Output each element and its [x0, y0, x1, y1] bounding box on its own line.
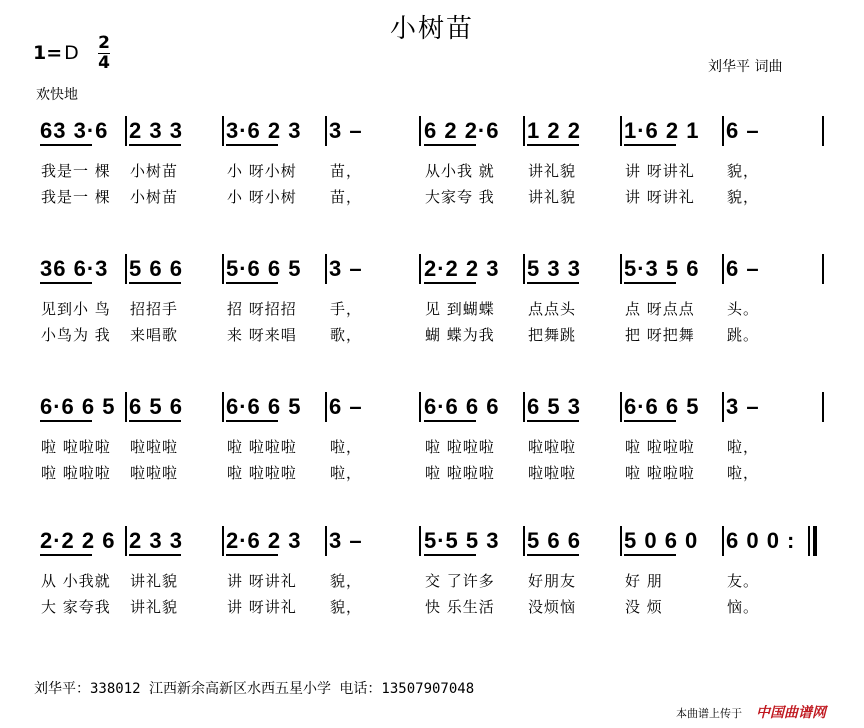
- lyric-verse-1: 见到小 鸟: [41, 300, 111, 318]
- bar-line: [620, 254, 622, 284]
- beam-line: [527, 282, 579, 284]
- site-logo: 中国曲谱网: [756, 705, 826, 721]
- lyric-verse-1: 啦，: [330, 438, 363, 456]
- bar-line: [419, 526, 421, 556]
- measure-notes: 6·6 6 5: [40, 394, 116, 419]
- bar-line: [125, 526, 127, 556]
- lyric-verse-2: 没 烦: [625, 598, 663, 616]
- bar-line: [125, 254, 127, 284]
- lyric-verse-2: 大家夸 我: [425, 188, 495, 206]
- bar-line: [722, 254, 724, 284]
- beam-line: [226, 420, 278, 422]
- lyric-verse-2: 小树苗: [130, 188, 179, 206]
- contact-footer: 刘华平：338012 江西新余高新区水西五星小学 电话：13507907048: [34, 681, 475, 697]
- measure-notes: 6·6 6 6: [424, 394, 500, 419]
- bar-line: [523, 116, 525, 146]
- beam-line: [129, 144, 181, 146]
- key-note: D: [64, 42, 79, 64]
- bar-line: [822, 392, 824, 422]
- bar-line: [125, 116, 127, 146]
- lyric-verse-2: 蝴 蝶为我: [425, 326, 495, 344]
- beam-line: [424, 420, 476, 422]
- beam-line: [129, 554, 181, 556]
- bar-line: [523, 392, 525, 422]
- tempo-marking: 欢快地: [36, 87, 78, 103]
- measure-notes: 3 –: [329, 256, 363, 281]
- lyric-verse-2: 我是一 棵: [41, 188, 111, 206]
- measure-notes: 6 2 2·6: [424, 118, 500, 143]
- bar-line: [419, 392, 421, 422]
- key-signature: [33, 42, 79, 64]
- measure-notes: 6 5 3: [527, 394, 581, 419]
- lyric-verse-2: 把 呀把舞: [625, 326, 695, 344]
- bar-line: [419, 116, 421, 146]
- lyric-verse-2: 来 呀来唱: [227, 326, 297, 344]
- measure-notes: 5 6 6: [527, 528, 581, 553]
- lyric-verse-1: 交 了许多: [425, 572, 495, 590]
- measure-notes: 63 3·6: [40, 118, 109, 143]
- lyric-verse-2: 讲 呀讲礼: [625, 188, 695, 206]
- measure-notes: 3 –: [329, 118, 363, 143]
- lyric-verse-2: 没烦恼: [528, 598, 577, 616]
- lyric-verse-1: 友。: [727, 572, 760, 590]
- lyric-verse-1: 招 呀招招: [227, 300, 297, 318]
- bar-line: [125, 392, 127, 422]
- lyric-verse-1: 见 到蝴蝶: [425, 300, 495, 318]
- bar-line: [722, 526, 724, 556]
- lyric-verse-2: 啦啦啦: [130, 464, 179, 482]
- beam-line: [527, 144, 579, 146]
- measure-notes: 5 3 3: [527, 256, 581, 281]
- lyric-verse-1: 好 朋: [625, 572, 663, 590]
- lyric-verse-1: 从小我 就: [425, 162, 495, 180]
- beam-line: [624, 282, 676, 284]
- measure-notes: 6 –: [726, 118, 760, 143]
- bar-line: [620, 116, 622, 146]
- lyric-verse-2: 啦 啦啦啦: [425, 464, 495, 482]
- measure-notes: 1 2 2: [527, 118, 581, 143]
- measure-notes: 6 0 0 :: [726, 528, 796, 553]
- bar-line: [722, 116, 724, 146]
- lyric-verse-1: 点点头: [528, 300, 577, 318]
- lyric-verse-1: 手，: [330, 300, 363, 318]
- beam-line: [226, 554, 278, 556]
- measure-notes: 6·6 6 5: [624, 394, 700, 419]
- lyric-verse-2: 来唱歌: [130, 326, 179, 344]
- lyric-verse-2: 歌，: [330, 326, 363, 344]
- beam-line: [624, 420, 676, 422]
- lyric-verse-2: 把舞跳: [528, 326, 577, 344]
- lyric-verse-1: 讲礼貌: [130, 572, 179, 590]
- lyric-verse-1: 好朋友: [528, 572, 577, 590]
- beam-line: [624, 554, 676, 556]
- lyric-verse-2: 啦，: [727, 464, 760, 482]
- bar-line: [222, 116, 224, 146]
- lyric-verse-2: 恼。: [727, 598, 760, 616]
- measure-notes: 3·6 2 3: [226, 118, 302, 143]
- measure-notes: 6 5 6: [129, 394, 183, 419]
- bar-line: [523, 254, 525, 284]
- beam-line: [527, 420, 579, 422]
- lyric-verse-1: 貌，: [330, 572, 363, 590]
- lyric-verse-1: 小 呀小树: [227, 162, 297, 180]
- beam-line: [40, 420, 92, 422]
- measure-notes: 5·5 5 3: [424, 528, 500, 553]
- lyric-verse-2: 苗，: [330, 188, 363, 206]
- measure-notes: 36 6·3: [40, 256, 109, 281]
- measure-notes: 6 –: [726, 256, 760, 281]
- lyric-verse-2: 啦 啦啦啦: [41, 464, 111, 482]
- measure-notes: 2 3 3: [129, 528, 183, 553]
- song-title: 小树苗: [389, 14, 474, 44]
- lyric-verse-2: 貌，: [330, 598, 363, 616]
- measure-notes: 3 –: [726, 394, 760, 419]
- measure-notes: 2·2 2 6: [40, 528, 116, 553]
- bar-line: [325, 254, 327, 284]
- lyric-verse-1: 苗，: [330, 162, 363, 180]
- bar-line: [419, 254, 421, 284]
- beam-line: [40, 282, 92, 284]
- bar-line: [222, 254, 224, 284]
- lyric-verse-2: 小鸟为 我: [41, 326, 111, 344]
- measure-notes: 5 0 6 0: [624, 528, 699, 553]
- lyric-verse-1: 啦，: [727, 438, 760, 456]
- bar-line: [222, 392, 224, 422]
- bar-line: [822, 116, 824, 146]
- lyric-verse-1: 啦啦啦: [130, 438, 179, 456]
- key-prefix: 1=: [33, 42, 63, 64]
- lyric-verse-1: 貌，: [727, 162, 760, 180]
- measure-notes: 2 3 3: [129, 118, 183, 143]
- author-credit: 刘华平 词曲: [708, 59, 783, 75]
- measure-notes: 5·3 5 6: [624, 256, 700, 281]
- beam-line: [40, 554, 92, 556]
- beam-line: [226, 144, 278, 146]
- lyric-verse-1: 啦 啦啦啦: [227, 438, 297, 456]
- bar-line: [325, 116, 327, 146]
- measure-notes: 1·6 2 1: [624, 118, 700, 143]
- lyric-verse-1: 讲礼貌: [528, 162, 577, 180]
- lyric-verse-2: 啦 啦啦啦: [227, 464, 297, 482]
- beam-line: [40, 144, 92, 146]
- lyric-verse-2: 讲礼貌: [528, 188, 577, 206]
- lyric-verse-1: 啦啦啦: [528, 438, 577, 456]
- lyric-verse-1: 招招手: [130, 300, 179, 318]
- measure-notes: 6·6 6 5: [226, 394, 302, 419]
- measure-notes: 2·6 2 3: [226, 528, 302, 553]
- lyric-verse-2: 大 家夸我: [41, 598, 111, 616]
- lyric-verse-1: 啦 啦啦啦: [425, 438, 495, 456]
- lyric-verse-1: 讲 呀讲礼: [227, 572, 297, 590]
- measure-notes: 5·6 6 5: [226, 256, 302, 281]
- lyric-verse-2: 小 呀小树: [227, 188, 297, 206]
- beam-line: [527, 554, 579, 556]
- lyric-verse-1: 啦 啦啦啦: [625, 438, 695, 456]
- repeat-bar-thick: [813, 526, 817, 556]
- lyric-verse-1: 讲 呀讲礼: [625, 162, 695, 180]
- bar-line: [620, 392, 622, 422]
- meter-top: 2: [98, 33, 110, 53]
- measure-notes: 6 –: [329, 394, 363, 419]
- lyric-verse-2: 啦，: [330, 464, 363, 482]
- measure-notes: 2·2 2 3: [424, 256, 500, 281]
- lyric-verse-2: 快 乐生活: [425, 598, 495, 616]
- beam-line: [424, 144, 476, 146]
- measure-notes: 5 6 6: [129, 256, 183, 281]
- meter-bottom: 4: [98, 53, 110, 73]
- bar-line: [523, 526, 525, 556]
- beam-line: [129, 282, 181, 284]
- repeat-bar-thin: [808, 526, 810, 556]
- beam-line: [424, 282, 476, 284]
- lyric-verse-2: 啦啦啦: [528, 464, 577, 482]
- lyric-verse-2: 貌，: [727, 188, 760, 206]
- bar-line: [620, 526, 622, 556]
- bar-line: [822, 254, 824, 284]
- bar-line: [325, 526, 327, 556]
- beam-line: [129, 420, 181, 422]
- upload-label: 本曲谱上传于: [676, 707, 742, 720]
- lyric-verse-1: 小树苗: [130, 162, 179, 180]
- lyric-verse-1: 从 小我就: [41, 572, 111, 590]
- lyric-verse-1: 啦 啦啦啦: [41, 438, 111, 456]
- lyric-verse-1: 点 呀点点: [625, 300, 695, 318]
- lyric-verse-2: 讲礼貌: [130, 598, 179, 616]
- bar-line: [722, 392, 724, 422]
- lyric-verse-1: 头。: [727, 300, 760, 318]
- beam-line: [424, 554, 476, 556]
- lyric-verse-2: 啦 啦啦啦: [625, 464, 695, 482]
- bar-line: [325, 392, 327, 422]
- beam-line: [226, 282, 278, 284]
- time-signature: [96, 34, 112, 73]
- bar-line: [222, 526, 224, 556]
- lyric-verse-2: 跳。: [727, 326, 760, 344]
- lyric-verse-2: 讲 呀讲礼: [227, 598, 297, 616]
- beam-line: [624, 144, 676, 146]
- measure-notes: 3 –: [329, 528, 363, 553]
- lyric-verse-1: 我是一 棵: [41, 162, 111, 180]
